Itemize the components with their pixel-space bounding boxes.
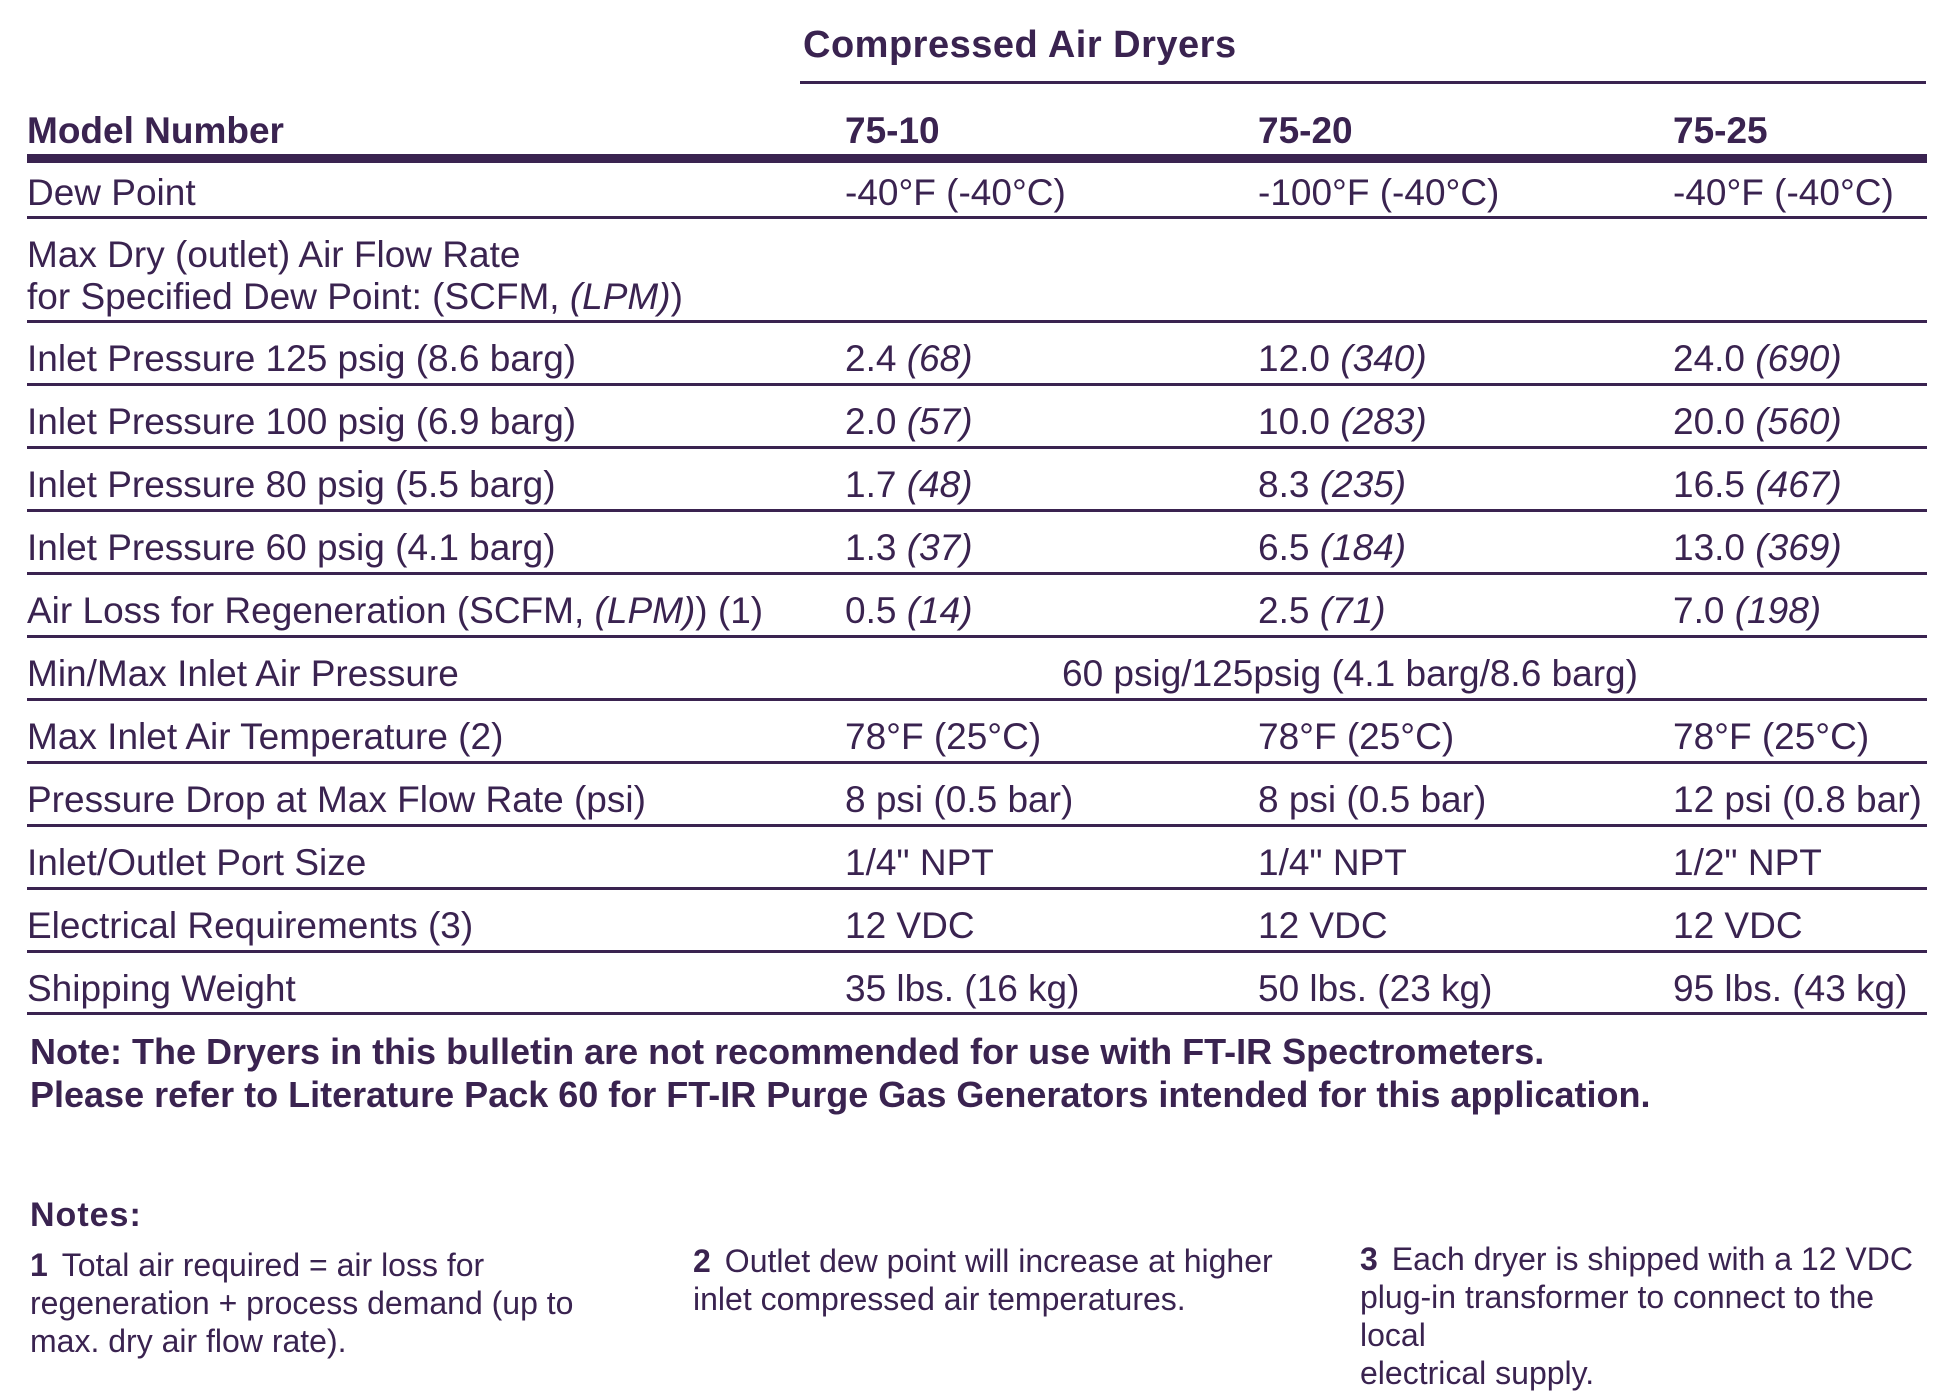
cell-value: 8 psi (0.5 bar) (1258, 779, 1487, 820)
row-label: Inlet Pressure 60 psig (4.1 barg) (27, 527, 556, 568)
scfm-value: 8.3 (1258, 464, 1310, 505)
row-rule (27, 320, 1927, 323)
row-label: Inlet Pressure 125 psig (8.6 barg) (27, 338, 577, 379)
row-label: Dew Point (27, 172, 196, 213)
row-rule (27, 216, 1927, 219)
footnote-text: max. dry air flow rate). (30, 1323, 347, 1359)
group-title: Compressed Air Dryers (803, 24, 1237, 66)
lpm-value: (369) (1755, 527, 1842, 568)
label-part-italic: (LPM) (569, 276, 671, 317)
row-rule (27, 572, 1927, 575)
compatibility-note (30, 1030, 1650, 1116)
cell-value (1258, 588, 1386, 634)
lpm-value: (198) (1734, 590, 1822, 631)
row-label: Inlet Pressure 100 psig (6.9 barg) (27, 401, 577, 442)
row-label: Shipping Weight (27, 968, 296, 1009)
cell-value: 78°F (25°C) (845, 716, 1042, 757)
scfm-value: 10.0 (1258, 401, 1331, 442)
scfm-value: 24.0 (1673, 338, 1746, 379)
cell-value: 35 lbs. (16 kg) (845, 968, 1080, 1009)
scfm-value: 20.0 (1673, 401, 1746, 442)
cell-value: 78°F (25°C) (1673, 716, 1870, 757)
row-rule (27, 635, 1927, 638)
cell-value (845, 399, 973, 445)
cell-value (1673, 462, 1842, 508)
footnote-number: 3 (1360, 1241, 1378, 1277)
cell-value: 12 psi (0.8 bar) (1673, 779, 1922, 820)
footnote-3 (1360, 1240, 1940, 1392)
row-rule (27, 761, 1927, 764)
row-rule (27, 698, 1927, 701)
lpm-value: (68) (906, 338, 973, 379)
row-label: Max Dry (outlet) Air Flow Rate (27, 234, 521, 275)
row-rule (27, 383, 1927, 386)
cell-value (845, 462, 973, 508)
cell-value (1258, 525, 1406, 571)
label-part: ) (670, 276, 683, 317)
cell-value: 78°F (25°C) (1258, 716, 1455, 757)
lpm-value: (71) (1319, 590, 1386, 631)
scfm-value: 12.0 (1258, 338, 1331, 379)
footnote-number: 2 (693, 1243, 711, 1279)
cell-value (1673, 525, 1842, 571)
cell-value: 1/4" NPT (1258, 842, 1407, 883)
row-rule (27, 887, 1927, 890)
row-rule (27, 446, 1927, 449)
footnote-2 (693, 1242, 1333, 1318)
header-rule (27, 154, 1927, 163)
cell-value: 50 lbs. (23 kg) (1258, 968, 1493, 1009)
lpm-value: (48) (906, 464, 973, 505)
footnote-1 (30, 1246, 630, 1360)
row-rule (27, 824, 1927, 827)
scfm-value: 16.5 (1673, 464, 1746, 505)
label-part: for Specified Dew Point: (SCFM, (27, 276, 570, 317)
lpm-value: (37) (906, 527, 973, 568)
cell-value: 1/2" NPT (1673, 842, 1822, 883)
lpm-value: (283) (1340, 401, 1427, 442)
cell-value (1673, 336, 1842, 382)
model-col-3: 75-25 (1673, 110, 1768, 151)
footnote-text: inlet compressed air temperatures. (693, 1281, 1186, 1317)
scfm-value: 7.0 (1673, 590, 1725, 631)
cell-value (1673, 588, 1821, 634)
spanning-value: 60 psig/125psig (4.1 barg/8.6 barg) (1062, 653, 1638, 694)
scfm-value: 13.0 (1673, 527, 1746, 568)
label-part: Air Loss for Regeneration (SCFM, (27, 590, 595, 631)
cell-value (1258, 399, 1427, 445)
cell-value (845, 525, 973, 571)
scfm-value: 2.0 (845, 401, 897, 442)
cell-value: 12 VDC (1258, 905, 1388, 946)
cell-value: -100°F (-40°C) (1258, 172, 1500, 213)
row-label: Inlet Pressure 80 psig (5.5 barg) (27, 464, 556, 505)
footnote-number: 1 (30, 1247, 48, 1283)
footnote-text: Outlet dew point will increase at higher (724, 1243, 1273, 1279)
lpm-value: (340) (1340, 338, 1427, 379)
footnote-text: Each dryer is shipped with a 12 VDC (1391, 1241, 1913, 1277)
note-line: Note: The Dryers in this bulletin are not recommended for use with FT-IR Spectrometers. (30, 1031, 1545, 1072)
cell-value (845, 336, 973, 382)
lpm-value: (690) (1755, 338, 1842, 379)
cell-value: 8 psi (0.5 bar) (845, 779, 1074, 820)
row-label (27, 274, 683, 320)
model-col-1: 75-10 (845, 110, 940, 151)
lpm-value: (14) (906, 590, 973, 631)
row-label: Max Inlet Air Temperature (2) (27, 716, 504, 757)
row-rule (27, 950, 1927, 953)
label-part-italic: (LPM) (594, 590, 696, 631)
label-part: ) (1) (695, 590, 764, 631)
lpm-value: (57) (906, 401, 973, 442)
scfm-value: 6.5 (1258, 527, 1310, 568)
lpm-value: (560) (1755, 401, 1842, 442)
cell-value: -40°F (-40°C) (1673, 172, 1894, 213)
cell-value (1258, 336, 1427, 382)
cell-value (845, 588, 973, 634)
scfm-value: 1.3 (845, 527, 897, 568)
footnote-text: plug-in transformer to connect to the local (1360, 1279, 1875, 1353)
model-col-2: 75-20 (1258, 110, 1353, 151)
row-label: Electrical Requirements (3) (27, 905, 474, 946)
cell-value: 95 lbs. (43 kg) (1673, 968, 1908, 1009)
cell-value (1673, 399, 1842, 445)
row-label: Pressure Drop at Max Flow Rate (psi) (27, 779, 646, 820)
notes-title: Notes: (30, 1196, 142, 1234)
lpm-value: (184) (1319, 527, 1407, 568)
scfm-value: 2.4 (845, 338, 897, 379)
row-rule (27, 509, 1927, 512)
group-rule (800, 81, 1926, 84)
scfm-value: 1.7 (845, 464, 897, 505)
lpm-value: (235) (1319, 464, 1407, 505)
footnote-text: Total air required = air loss for (61, 1247, 485, 1283)
row-label: Min/Max Inlet Air Pressure (27, 653, 459, 694)
cell-value: 1/4" NPT (845, 842, 994, 883)
header-label: Model Number (27, 110, 284, 151)
row-rule (27, 1012, 1927, 1015)
footnote-text: electrical supply. (1360, 1355, 1595, 1391)
row-label (27, 588, 763, 634)
scfm-value: 0.5 (845, 590, 897, 631)
row-label: Inlet/Outlet Port Size (27, 842, 367, 883)
note-line: Please refer to Literature Pack 60 for FT-IR Purge Gas Generators intended for this application. (30, 1074, 1651, 1115)
cell-value: 12 VDC (1673, 905, 1803, 946)
lpm-value: (467) (1755, 464, 1842, 505)
cell-value: 12 VDC (845, 905, 975, 946)
cell-value: -40°F (-40°C) (845, 172, 1066, 213)
scfm-value: 2.5 (1258, 590, 1310, 631)
footnote-text: regeneration + process demand (up to (30, 1285, 574, 1321)
cell-value (1258, 462, 1406, 508)
